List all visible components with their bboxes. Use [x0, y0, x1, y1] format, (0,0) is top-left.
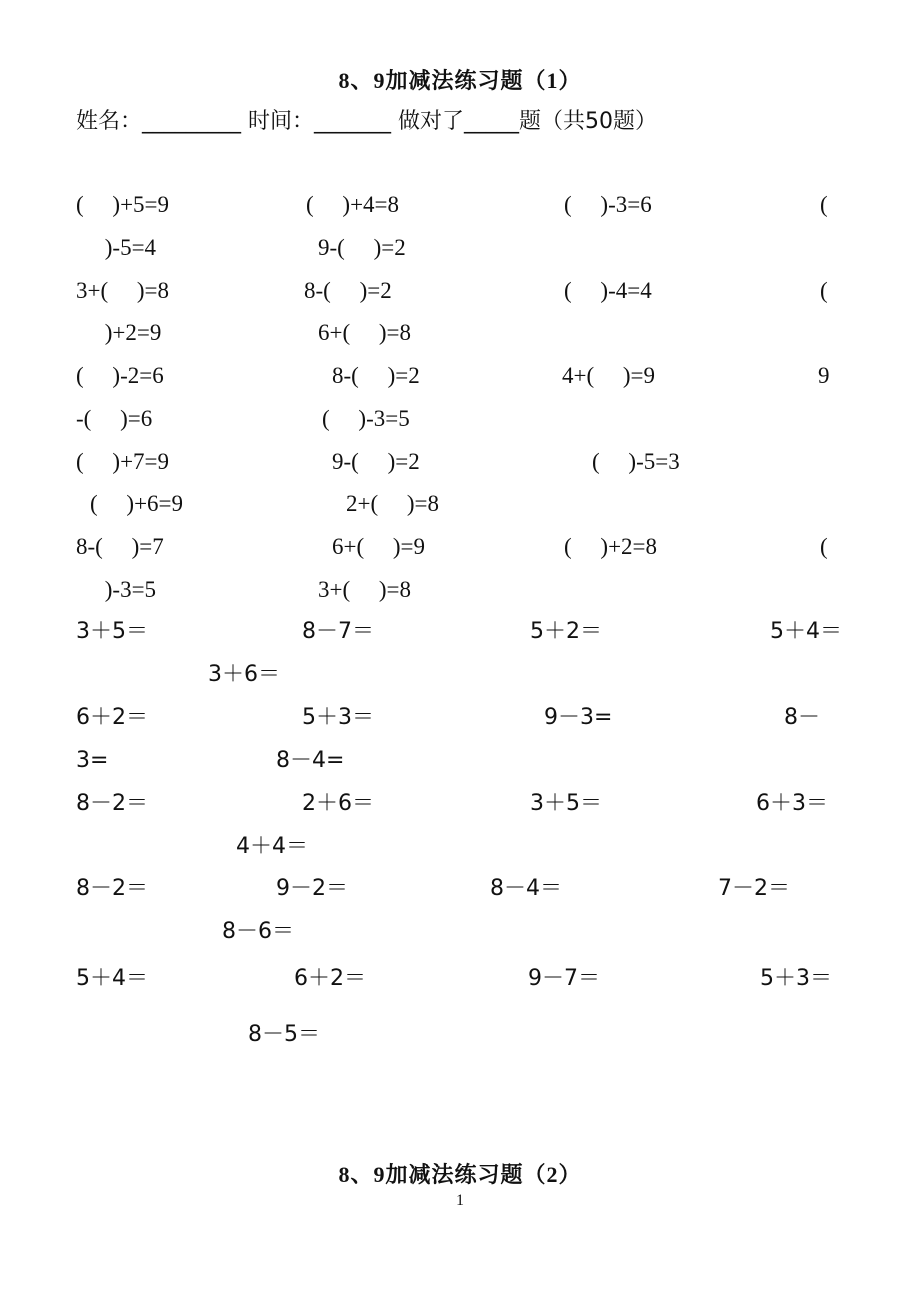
- problem: 6＋2＝: [76, 705, 148, 730]
- problem: ( )-2=6: [76, 363, 164, 388]
- problem: 5＋4＝: [770, 619, 842, 644]
- problem: 2+( )=8: [346, 491, 440, 516]
- problem: 8－5＝: [248, 1022, 320, 1047]
- problem: 8－7＝: [302, 619, 374, 644]
- worksheet-title-2: 8、9加减法练习题（2）: [338, 1162, 582, 1187]
- problem: 9－7＝: [528, 966, 600, 991]
- problem: ( )+7=9: [76, 449, 170, 474]
- problem: 5＋2＝: [530, 619, 602, 644]
- problem: 9－3=: [544, 705, 613, 730]
- problem: 7－2＝: [718, 876, 790, 901]
- page-number: 1: [456, 1192, 464, 1209]
- problem: 8-( )=7: [76, 534, 164, 559]
- problem: (: [820, 278, 828, 303]
- problem: 3＋6＝: [208, 662, 280, 687]
- worksheet-title-1: 8、9加减法练习题（1）: [338, 68, 582, 93]
- problem: 3=: [76, 748, 109, 773]
- problem: 9－2＝: [276, 876, 348, 901]
- problem: 8－: [784, 705, 820, 730]
- problem: 5＋3＝: [760, 966, 832, 991]
- problem: ( )+4=8: [306, 192, 400, 217]
- problem: 6+( )=9: [332, 534, 426, 559]
- problem: 6＋2＝: [294, 966, 366, 991]
- problem: 3＋5＝: [76, 619, 148, 644]
- problem: ( )-3=6: [564, 192, 652, 217]
- problem: 9-( )=2: [332, 449, 420, 474]
- problem: 6＋3＝: [756, 791, 828, 816]
- student-info-line: 姓名：_________ 时间：_______ 做对了_____题（共50题）: [76, 109, 657, 134]
- problem: 9: [818, 363, 830, 388]
- problem: ( )-3=5: [322, 406, 410, 431]
- problem: 8－2＝: [76, 791, 148, 816]
- problem: 3+( )=8: [318, 577, 412, 602]
- problem: (: [820, 192, 828, 217]
- problem: 8-( )=2: [304, 278, 392, 303]
- problem: )-3=5: [76, 577, 157, 602]
- problem: ( )+5=9: [76, 192, 170, 217]
- problem: (: [820, 534, 828, 559]
- problem: ( )-4=4: [564, 278, 652, 303]
- problem: 8－4＝: [490, 876, 562, 901]
- problem: 5＋4＝: [76, 966, 148, 991]
- problem: )+2=9: [76, 320, 162, 345]
- problem: 6+( )=8: [318, 320, 412, 345]
- problem: 3＋5＝: [530, 791, 602, 816]
- problem: 4＋4＝: [236, 834, 308, 859]
- problem: 8－6＝: [222, 919, 294, 944]
- problem: ( )+6=9: [90, 491, 184, 516]
- problem: 4+( )=9: [562, 363, 656, 388]
- problem: ( )+2=8: [564, 534, 658, 559]
- problem: 3+( )=8: [76, 278, 170, 303]
- problem: )-5=4: [76, 235, 157, 260]
- problem: 8－2＝: [76, 876, 148, 901]
- problem: -( )=6: [76, 406, 153, 431]
- problem: 8－4=: [276, 748, 345, 773]
- problem: ( )-5=3: [592, 449, 680, 474]
- problem: 2＋6＝: [302, 791, 374, 816]
- problem: 9-( )=2: [318, 235, 406, 260]
- problem: 5＋3＝: [302, 705, 374, 730]
- problem: 8-( )=2: [332, 363, 420, 388]
